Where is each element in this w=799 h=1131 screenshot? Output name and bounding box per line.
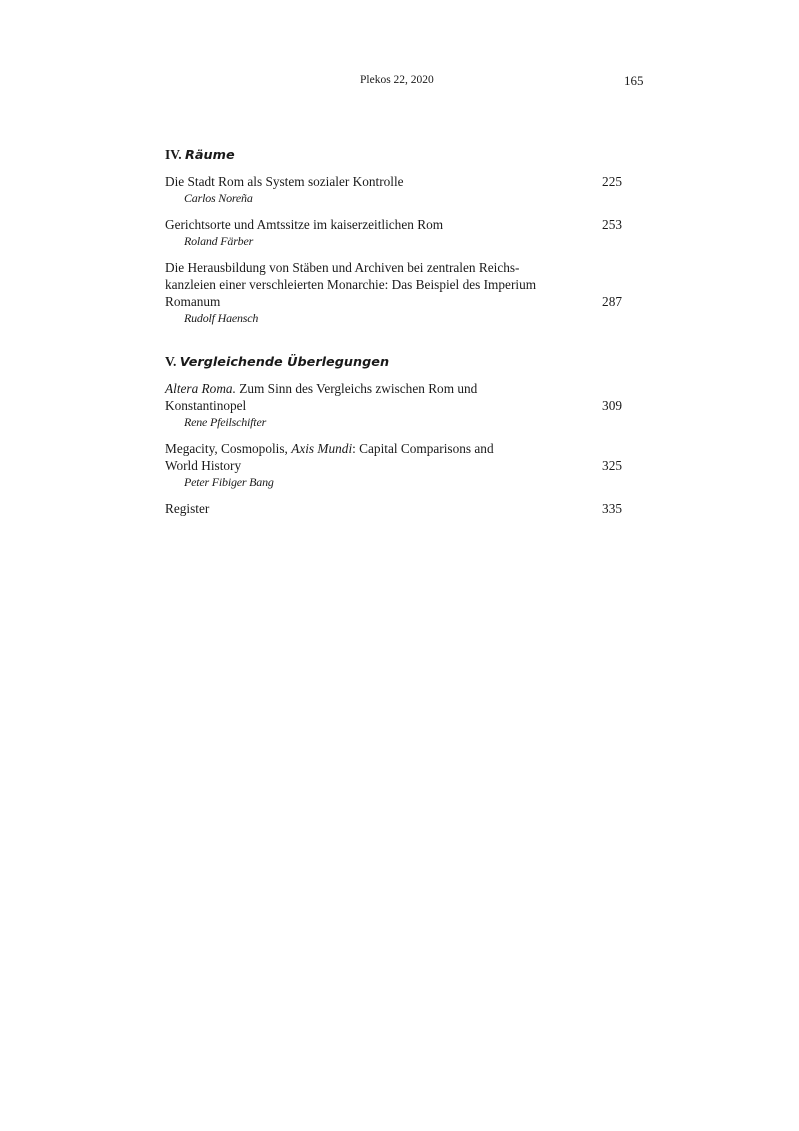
- entry-page: 225: [602, 174, 622, 189]
- table-of-contents: [165, 146, 622, 526]
- entry-title-line: Die Herausbildung von Stäben und Archiven bei zentralen Reichs-: [165, 260, 520, 275]
- section-heading: [165, 353, 622, 371]
- entry-title: [165, 380, 622, 414]
- entry-title-line: World History: [165, 458, 242, 473]
- section-heading: [165, 146, 622, 164]
- entry-page: 253: [602, 217, 622, 232]
- entry-author: Rene Pfeilschifter: [184, 415, 267, 429]
- section-title: Räume: [185, 148, 235, 163]
- entry-page: 325: [602, 458, 622, 473]
- entry-page: 335: [602, 501, 622, 516]
- entry-title: [165, 440, 622, 474]
- toc-entry[interactable]: [165, 216, 622, 250]
- toc-entry[interactable]: [165, 440, 622, 491]
- entry-author: Carlos Noreña: [184, 191, 253, 205]
- entry-title: Gerichtsorte und Amtssitze im kaiserzeitlichen Rom: [165, 217, 444, 232]
- entry-title: Register: [165, 501, 210, 516]
- entry-title: Die Stadt Rom als System sozialer Kontrolle: [165, 174, 404, 189]
- toc-entry-register[interactable]: [165, 500, 622, 517]
- toc-entry[interactable]: [165, 259, 622, 327]
- entry-author: Peter Fibiger Bang: [184, 475, 274, 489]
- italic-title-segment: Axis Mundi: [291, 441, 353, 456]
- entry-page: 309: [602, 398, 622, 413]
- entry-page: 287: [602, 294, 622, 309]
- entry-title-line: Romanum: [165, 294, 221, 309]
- page-number: 165: [624, 73, 644, 88]
- italic-title-segment: Altera Roma.: [165, 381, 236, 396]
- entry-title-line: [165, 380, 562, 397]
- entry-author: Rudolf Haensch: [184, 311, 259, 325]
- entry-author: Roland Färber: [184, 234, 254, 248]
- title-segment: Zum Sinn des Vergleichs zwischen Rom und: [235, 381, 478, 396]
- section-numeral: V.: [165, 354, 177, 369]
- toc-entry[interactable]: [165, 173, 622, 207]
- entry-title-line: Konstantinopel: [165, 398, 247, 413]
- journal-citation: Plekos 22, 2020: [360, 74, 434, 86]
- title-segment: : Capital Comparisons and: [352, 441, 494, 456]
- entry-title: [165, 259, 622, 310]
- entry-title-line: [165, 440, 562, 457]
- entry-title-line: kanzleien einer verschleierten Monarchie: Das Beispiel des Imperium: [165, 277, 537, 292]
- toc-entry[interactable]: [165, 380, 622, 431]
- section-title: Vergleichende Überlegungen: [179, 355, 390, 370]
- section-numeral: IV.: [165, 147, 182, 162]
- section-spacer: [165, 336, 622, 353]
- title-segment: Megacity, Cosmopolis,: [165, 441, 292, 456]
